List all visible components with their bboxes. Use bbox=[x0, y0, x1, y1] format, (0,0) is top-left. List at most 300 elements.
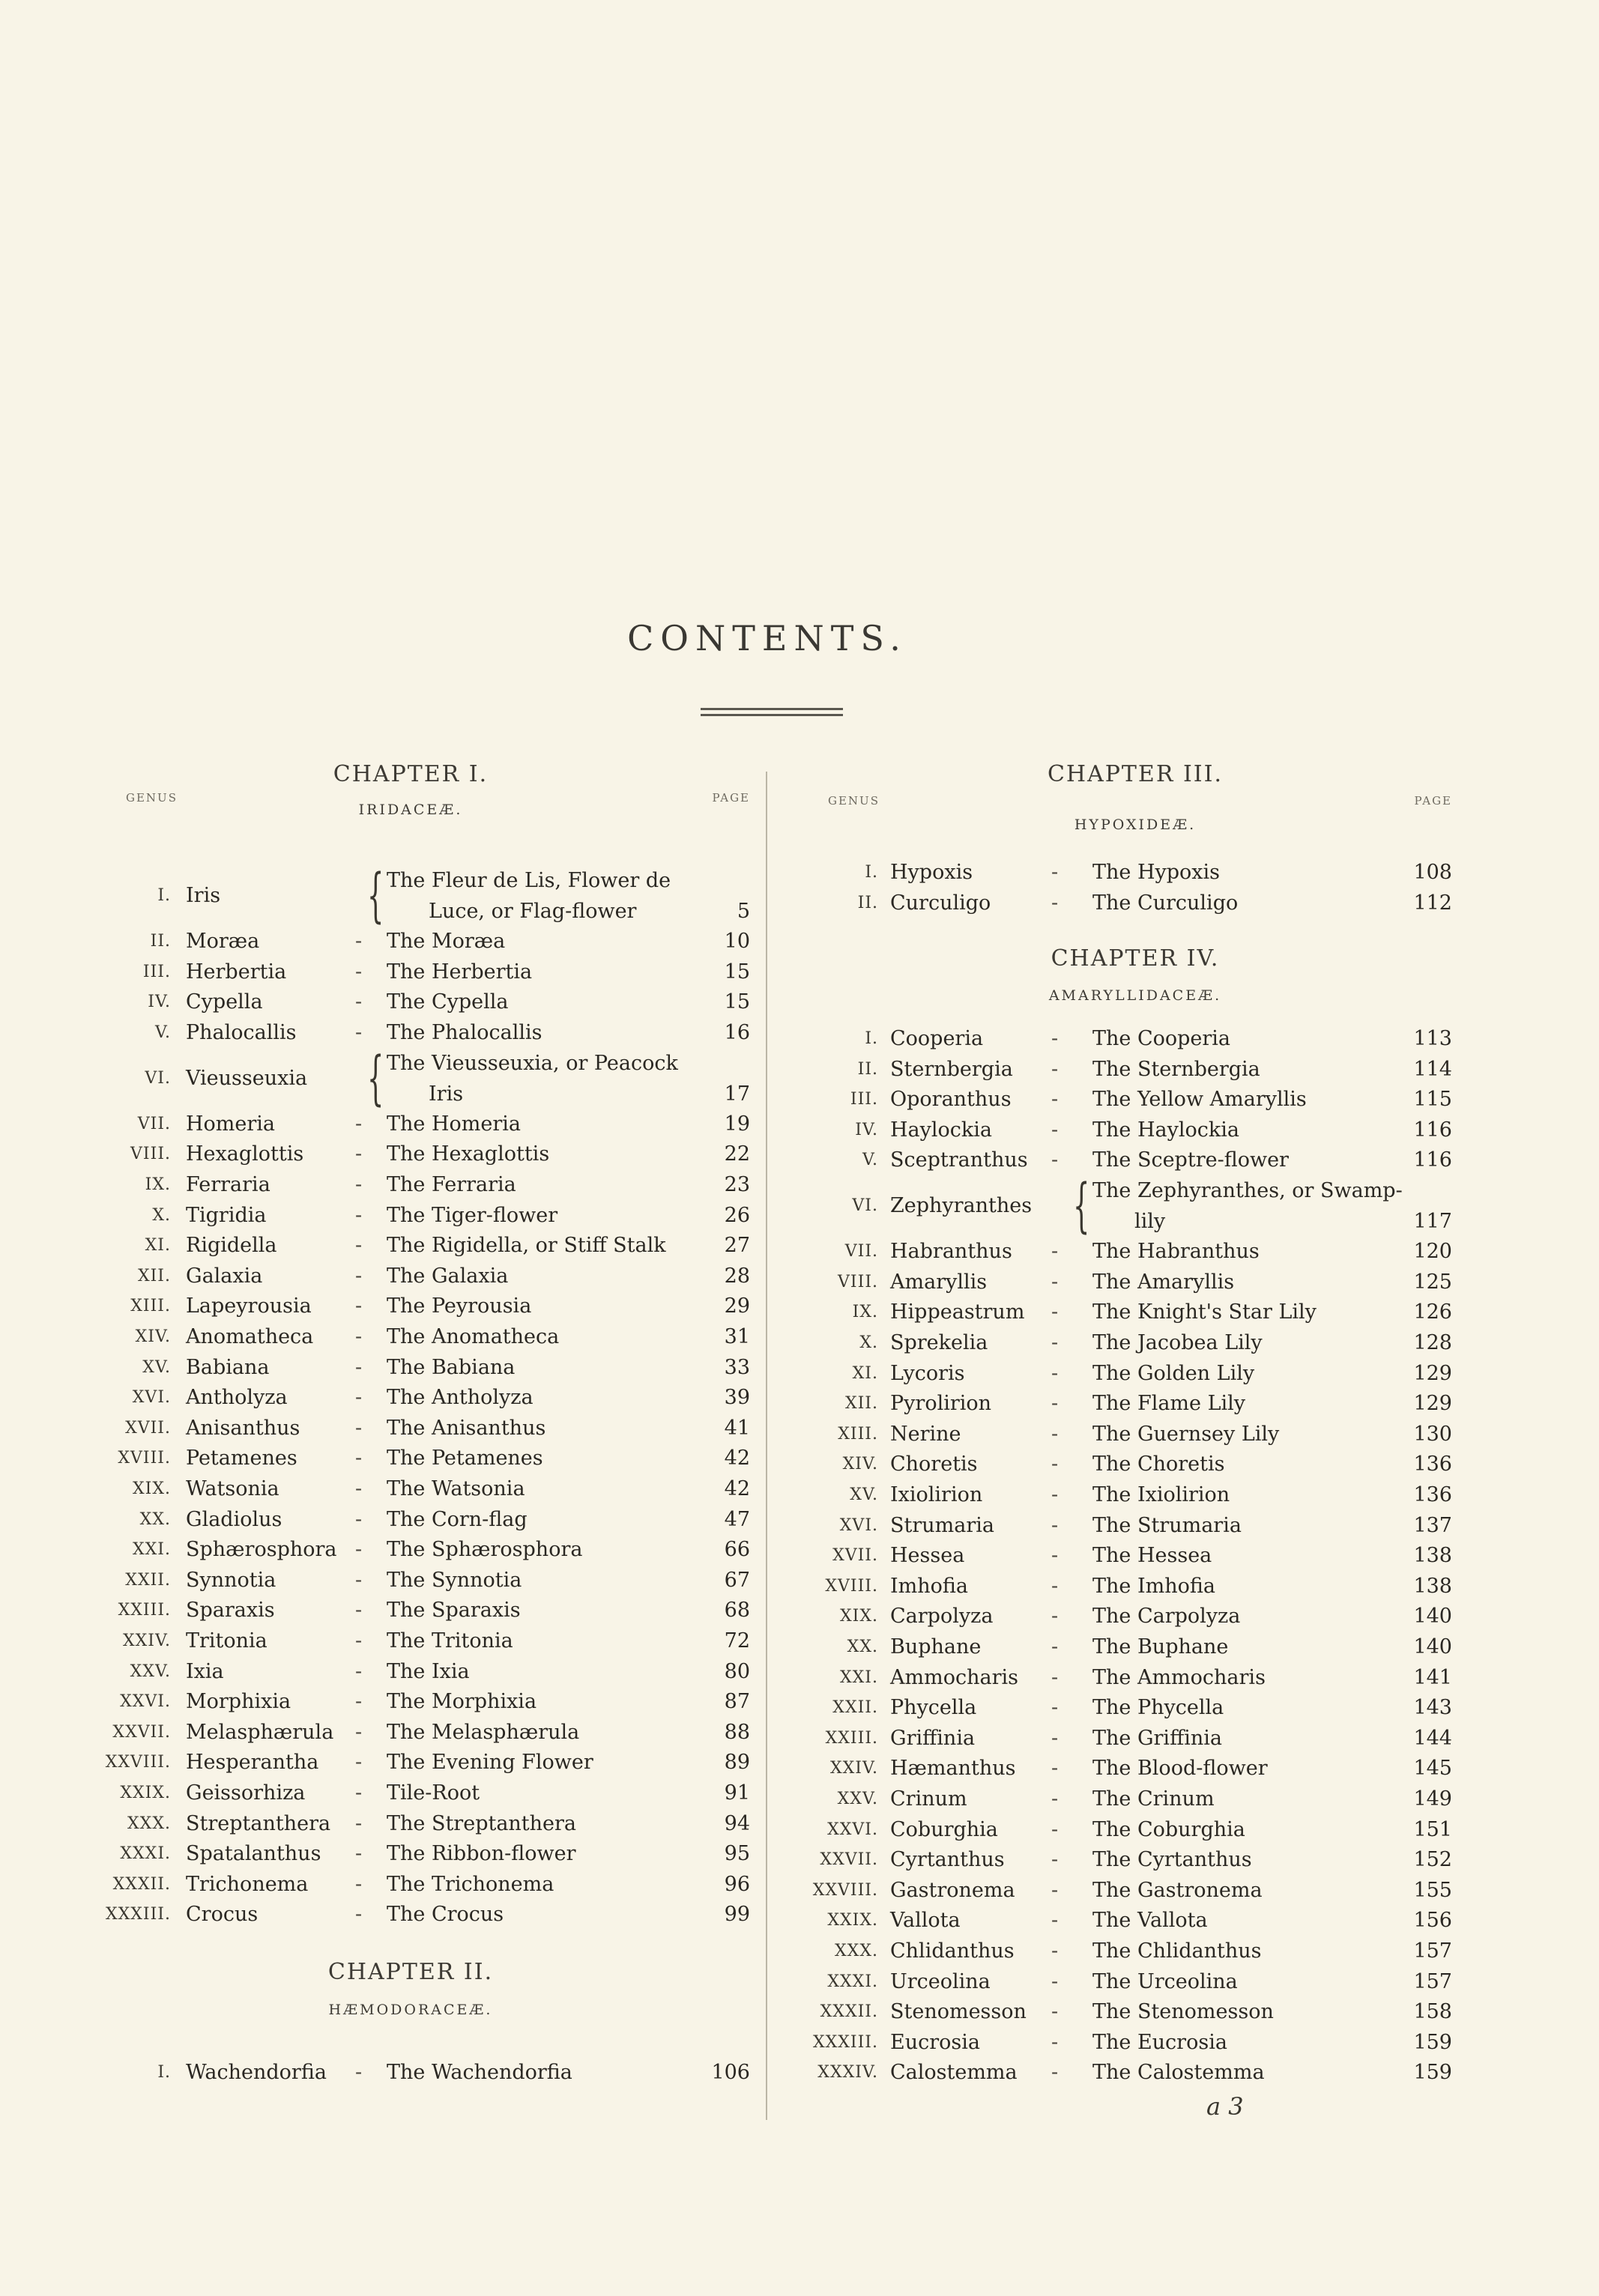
entry-page: 149 bbox=[1413, 1787, 1452, 1811]
leader-dash: - bbox=[1051, 1574, 1059, 1598]
toc-entry bbox=[0, 1389, 1599, 1419]
entry-genus: Moræa bbox=[186, 930, 260, 954]
toc-entry bbox=[0, 1693, 1599, 1723]
entry-numeral: XVIII. bbox=[118, 1449, 171, 1468]
entry-common-name: The Sparaxis bbox=[387, 1599, 521, 1623]
leader-dash: - bbox=[1051, 1300, 1059, 1324]
entry-common-name: The Synnotia bbox=[387, 1568, 522, 1592]
entry-numeral: XXXIII. bbox=[105, 1905, 171, 1924]
entry-numeral: XVI. bbox=[839, 1515, 878, 1535]
entry-numeral: XII. bbox=[137, 1266, 171, 1285]
toc-entry bbox=[0, 1602, 1599, 1632]
entry-genus: Chlidanthus bbox=[890, 1939, 1015, 1963]
entry-common-name: The Tritonia bbox=[387, 1629, 513, 1653]
entry-common-name: The Peyrousia bbox=[387, 1294, 532, 1318]
leader-dash: - bbox=[1051, 2030, 1059, 2054]
leader-dash: - bbox=[1051, 1665, 1059, 1689]
entry-numeral: XXIII. bbox=[118, 1601, 171, 1620]
entry-page: 68 bbox=[724, 1599, 750, 1623]
entry-numeral: III. bbox=[142, 962, 171, 981]
right-family-name: AMARYLLIDACEÆ. bbox=[1048, 987, 1222, 1004]
entry-page: 17 bbox=[724, 1082, 750, 1106]
toc-entry bbox=[0, 1420, 1599, 1450]
entry-common-name-cont: Luce, or Flag-flower bbox=[429, 900, 637, 923]
entry-genus: Hesperantha bbox=[186, 1751, 319, 1775]
entry-page: 27 bbox=[724, 1234, 750, 1258]
entry-common-name: The Hessea bbox=[1092, 1544, 1212, 1568]
toc-entry bbox=[0, 1784, 1599, 1814]
entry-common-name: The Strumaria bbox=[1092, 1513, 1242, 1537]
leader-dash: - bbox=[1051, 1088, 1059, 1112]
entry-genus: Anisanthus bbox=[186, 1416, 300, 1440]
entry-numeral: XX. bbox=[139, 1509, 171, 1529]
entry-page: 39 bbox=[724, 1386, 750, 1410]
entry-page: 31 bbox=[724, 1325, 750, 1348]
entry-common-name: The Habranthus bbox=[1092, 1240, 1260, 1264]
entry-genus: Calostemma bbox=[890, 2061, 1018, 2085]
entry-common-name: The Fleur de Lis, Flower de bbox=[387, 869, 671, 892]
leader-dash: - bbox=[1051, 1270, 1059, 1294]
toc-entry bbox=[0, 1480, 1599, 1510]
right-family-name: HYPOXIDEÆ. bbox=[1074, 817, 1197, 833]
entry-genus: Lapeyrousia bbox=[186, 1294, 312, 1318]
entry-common-name: The Hypoxis bbox=[1092, 861, 1221, 884]
entry-page: 47 bbox=[724, 1507, 750, 1531]
title-rule-bottom bbox=[701, 714, 843, 716]
entry-numeral: XXVI. bbox=[120, 1692, 171, 1712]
toc-entry bbox=[0, 2058, 1599, 2088]
entry-genus: Petamenes bbox=[186, 1447, 297, 1470]
leader-dash: - bbox=[355, 1355, 363, 1379]
entry-genus: Choretis bbox=[890, 1453, 978, 1476]
entry-common-name: The Herbertia bbox=[387, 960, 533, 984]
entry-genus: Anomatheca bbox=[186, 1325, 314, 1348]
entry-genus: Eucrosia bbox=[890, 2030, 980, 2054]
entry-common-name: The Urceolina bbox=[1092, 1969, 1238, 1993]
brace-glyph: { bbox=[367, 862, 384, 930]
entry-page: 116 bbox=[1413, 1148, 1452, 1172]
entry-numeral: VI. bbox=[145, 1068, 171, 1088]
entry-common-name: The Homeria bbox=[387, 1112, 521, 1136]
entry-page: 67 bbox=[724, 1568, 750, 1592]
entry-page: 151 bbox=[1413, 1817, 1452, 1841]
entry-numeral: XXVII. bbox=[112, 1722, 171, 1742]
entry-genus: Homeria bbox=[186, 1112, 276, 1136]
toc-entry bbox=[0, 1997, 1599, 2027]
entry-numeral: XVI. bbox=[132, 1388, 171, 1408]
entry-numeral: XXI. bbox=[132, 1540, 171, 1560]
entry-numeral: I. bbox=[157, 886, 171, 905]
entry-common-name: The Ribbon-flower bbox=[387, 1842, 576, 1866]
entry-page: 138 bbox=[1413, 1574, 1452, 1598]
leader-dash: - bbox=[355, 1842, 363, 1866]
leader-dash: - bbox=[1051, 1848, 1059, 1872]
entry-genus: Ferraria bbox=[186, 1173, 270, 1196]
entry-numeral: XX. bbox=[847, 1638, 878, 1656]
entry-genus: Crinum bbox=[890, 1787, 967, 1811]
entry-common-name: The Anomatheca bbox=[387, 1325, 560, 1348]
entry-common-name: The Babiana bbox=[387, 1355, 516, 1379]
entry-common-name: The Jacobea Lily bbox=[1092, 1331, 1263, 1354]
toc-entry bbox=[0, 1906, 1599, 1936]
entry-genus: Habranthus bbox=[890, 1240, 1012, 1264]
toc-entry bbox=[0, 1724, 1599, 1754]
toc-entry bbox=[0, 1055, 1599, 1085]
toc-entry bbox=[0, 1267, 1599, 1297]
entry-page: 157 bbox=[1413, 1969, 1452, 1993]
toc-entry bbox=[0, 1754, 1599, 1784]
entry-common-name: The Petamenes bbox=[387, 1447, 543, 1470]
toc-entry bbox=[0, 1359, 1599, 1389]
entry-common-name: The Cypella bbox=[387, 990, 509, 1014]
leader-dash: - bbox=[1051, 1787, 1059, 1811]
entry-common-name: The Antholyza bbox=[387, 1386, 533, 1410]
leader-dash: - bbox=[355, 930, 363, 954]
entry-numeral: XXIX. bbox=[120, 1784, 171, 1802]
entry-genus: Sphærosphora bbox=[186, 1538, 337, 1562]
entry-page: 42 bbox=[724, 1447, 750, 1470]
entry-genus: Hexaglottis bbox=[186, 1142, 304, 1166]
entry-common-name: The Streptanthera bbox=[387, 1811, 577, 1835]
toc-entry bbox=[0, 1663, 1599, 1693]
leader-dash: - bbox=[1051, 1878, 1059, 1902]
entry-genus: Gladiolus bbox=[186, 1507, 282, 1531]
entry-numeral: XXXI. bbox=[827, 1972, 878, 1991]
entry-common-name: The Melasphærula bbox=[387, 1720, 580, 1744]
entry-common-name: The Ammocharis bbox=[1092, 1665, 1266, 1689]
entry-common-name: The Vallota bbox=[1092, 1909, 1208, 1933]
entry-numeral: XI. bbox=[852, 1363, 878, 1383]
leader-dash: - bbox=[355, 1781, 363, 1805]
entry-page: 159 bbox=[1413, 2030, 1452, 2054]
leader-dash: - bbox=[355, 2061, 363, 2084]
leader-dash: - bbox=[1051, 1605, 1059, 1629]
entry-page: 23 bbox=[724, 1173, 750, 1196]
entry-genus: Herbertia bbox=[186, 960, 287, 984]
entry-numeral: II. bbox=[150, 932, 171, 951]
entry-page: 114 bbox=[1413, 1057, 1452, 1081]
entry-page: 113 bbox=[1413, 1027, 1452, 1050]
entry-genus: Ixiolirion bbox=[890, 1483, 983, 1506]
leader-dash: - bbox=[355, 1416, 363, 1440]
entry-genus: Sprekelia bbox=[890, 1331, 988, 1354]
entry-page: 16 bbox=[724, 1021, 750, 1044]
entry-page: 116 bbox=[1413, 1118, 1452, 1142]
toc-entry bbox=[0, 1297, 1599, 1327]
entry-common-name: The Coburghia bbox=[1092, 1817, 1245, 1841]
entry-common-name: The Blood-flower bbox=[1092, 1757, 1268, 1781]
entry-common-name: The Gastronema bbox=[1092, 1878, 1263, 1902]
entry-genus: Vallota bbox=[890, 1909, 961, 1933]
entry-numeral: XXVII. bbox=[820, 1850, 878, 1870]
entry-common-name: The Yellow Amaryllis bbox=[1092, 1088, 1307, 1112]
entry-numeral: XIII. bbox=[130, 1297, 171, 1316]
leader-dash: - bbox=[1051, 1757, 1059, 1781]
brace-glyph: { bbox=[367, 1044, 384, 1112]
leader-dash: - bbox=[355, 1599, 363, 1623]
entry-numeral: XIV. bbox=[842, 1455, 878, 1474]
entry-page: 157 bbox=[1413, 1939, 1452, 1963]
leader-dash: - bbox=[1051, 891, 1059, 915]
entry-page: 129 bbox=[1413, 1392, 1452, 1416]
entry-genus: Spatalanthus bbox=[186, 1842, 321, 1866]
toc-entry bbox=[0, 1541, 1599, 1571]
entry-genus: Vieusseuxia bbox=[186, 1066, 308, 1090]
entry-common-name: The Flame Lily bbox=[1092, 1392, 1246, 1416]
entry-numeral: XXI. bbox=[839, 1668, 878, 1687]
leader-dash: - bbox=[355, 1872, 363, 1896]
entry-genus: Urceolina bbox=[890, 1969, 991, 1993]
entry-genus: Antholyza bbox=[186, 1386, 288, 1410]
entry-genus: Crocus bbox=[186, 1903, 259, 1927]
leader-dash: - bbox=[1051, 861, 1059, 884]
left-genus-label: GENUS bbox=[126, 791, 178, 805]
entry-page: 159 bbox=[1413, 2061, 1452, 2085]
entry-page: 88 bbox=[724, 1720, 750, 1744]
leader-dash: - bbox=[1051, 1909, 1059, 1933]
entry-numeral: XXXII. bbox=[820, 2002, 878, 2022]
entry-genus: Curculigo bbox=[890, 891, 991, 915]
leader-dash: - bbox=[355, 1629, 363, 1653]
entry-common-name: The Imhofia bbox=[1092, 1574, 1215, 1598]
entry-genus: Hypoxis bbox=[890, 861, 973, 884]
entry-genus: Streptanthera bbox=[186, 1811, 331, 1835]
entry-page: 29 bbox=[724, 1294, 750, 1318]
toc-entry bbox=[0, 1815, 1599, 1845]
entry-common-name: The Choretis bbox=[1092, 1453, 1225, 1476]
leader-dash: - bbox=[355, 1112, 363, 1136]
entry-page: 19 bbox=[724, 1112, 750, 1136]
entry-common-name: The Wachendorfia bbox=[387, 2061, 572, 2084]
entry-common-name-cont: lily bbox=[1134, 1210, 1166, 1233]
entry-page: 80 bbox=[724, 1659, 750, 1683]
entry-genus: Coburghia bbox=[890, 1817, 998, 1841]
entry-genus: Phalocallis bbox=[186, 1021, 297, 1044]
leader-dash: - bbox=[355, 1264, 363, 1288]
entry-page: 96 bbox=[724, 1872, 750, 1896]
entry-common-name: The Knight's Star Lily bbox=[1092, 1300, 1317, 1324]
toc-entry bbox=[0, 1085, 1599, 1115]
entry-numeral: I. bbox=[865, 863, 878, 882]
entry-genus: Melasphærula bbox=[186, 1720, 334, 1744]
entry-common-name: Tile-Root bbox=[387, 1781, 480, 1805]
entry-genus: Haylockia bbox=[890, 1118, 993, 1142]
entry-common-name: The Sphærosphora bbox=[387, 1538, 583, 1562]
entry-common-name: The Anisanthus bbox=[387, 1416, 546, 1440]
entry-common-name: The Zephyranthes, or Swamp- bbox=[1092, 1179, 1403, 1202]
entry-numeral: XXIX. bbox=[827, 1911, 878, 1930]
entry-numeral: XXVI. bbox=[827, 1820, 878, 1839]
entry-common-name: The Tiger-flower bbox=[387, 1203, 558, 1227]
entry-page: 145 bbox=[1413, 1757, 1452, 1781]
entry-common-name: The Crinum bbox=[1092, 1787, 1215, 1811]
entry-genus: Zephyranthes bbox=[890, 1194, 1033, 1217]
entry-numeral: XXVIII. bbox=[105, 1753, 171, 1772]
entry-page: 128 bbox=[1413, 1331, 1452, 1354]
entry-numeral: X. bbox=[152, 1205, 171, 1225]
entry-common-name: The Guernsey Lily bbox=[1092, 1422, 1280, 1446]
entry-common-name: The Sternbergia bbox=[1092, 1057, 1260, 1081]
entry-numeral: XVII. bbox=[125, 1418, 171, 1438]
leader-dash: - bbox=[355, 1751, 363, 1775]
entry-page: 129 bbox=[1413, 1361, 1452, 1385]
entry-numeral: V. bbox=[154, 1023, 171, 1042]
entry-numeral: XXII. bbox=[832, 1698, 878, 1718]
entry-numeral: XXX. bbox=[835, 1942, 878, 1960]
entry-numeral: XIII. bbox=[838, 1424, 878, 1444]
entry-numeral: I. bbox=[157, 2063, 171, 2082]
toc-entry bbox=[0, 1967, 1599, 1997]
entry-genus: Wachendorfia bbox=[186, 2061, 327, 2084]
entry-page: 89 bbox=[724, 1751, 750, 1775]
leader-dash: - bbox=[1051, 1726, 1059, 1750]
entry-common-name: The Curculigo bbox=[1092, 891, 1239, 915]
entry-numeral: XV. bbox=[850, 1485, 878, 1504]
entry-page: 87 bbox=[724, 1690, 750, 1714]
entry-genus: Sparaxis bbox=[186, 1599, 275, 1623]
entry-genus: Pyrolirion bbox=[890, 1392, 992, 1416]
entry-page: 156 bbox=[1413, 1909, 1452, 1933]
toc-entry bbox=[0, 1450, 1599, 1479]
entry-common-name: The Phycella bbox=[1092, 1696, 1224, 1720]
entry-numeral: XI. bbox=[145, 1236, 171, 1255]
title-rule-top bbox=[701, 708, 843, 710]
leader-dash: - bbox=[355, 1234, 363, 1258]
entry-genus: Stenomesson bbox=[890, 2000, 1027, 2024]
entry-common-name: The Crocus bbox=[387, 1903, 504, 1927]
entry-common-name: The Watsonia bbox=[387, 1477, 525, 1500]
entry-common-name: The Ixiolirion bbox=[1092, 1483, 1230, 1506]
entry-common-name: The Evening Flower bbox=[387, 1751, 593, 1775]
leader-dash: - bbox=[355, 1325, 363, 1348]
leader-dash: - bbox=[355, 1538, 363, 1562]
toc-entry bbox=[0, 1237, 1599, 1267]
leader-dash: - bbox=[1051, 1331, 1059, 1354]
entry-numeral: VII. bbox=[137, 1114, 171, 1133]
entry-common-name: The Sceptre-flower bbox=[1092, 1148, 1289, 1172]
entry-common-name: The Amaryllis bbox=[1092, 1270, 1235, 1294]
entry-genus: Phycella bbox=[890, 1696, 977, 1720]
entry-page: 126 bbox=[1413, 1300, 1452, 1324]
toc-entry bbox=[0, 1145, 1599, 1175]
leader-dash: - bbox=[1051, 1148, 1059, 1172]
leader-dash: - bbox=[1051, 2000, 1059, 2024]
entry-page: 130 bbox=[1413, 1422, 1452, 1446]
entry-page: 136 bbox=[1413, 1483, 1452, 1506]
toc-entry bbox=[0, 858, 1599, 888]
entry-page: 5 bbox=[737, 900, 750, 923]
signature-mark: a 3 bbox=[1206, 2092, 1244, 2121]
left-family-name: IRIDACEÆ. bbox=[358, 802, 463, 818]
entry-page: 94 bbox=[724, 1811, 750, 1835]
entry-page: 144 bbox=[1413, 1726, 1452, 1750]
entry-common-name: The Golden Lily bbox=[1092, 1361, 1255, 1385]
entry-numeral: XXXI. bbox=[120, 1844, 171, 1864]
entry-page: 136 bbox=[1413, 1453, 1452, 1476]
entry-common-name: The Carpolyza bbox=[1092, 1605, 1241, 1629]
toc-entry bbox=[0, 1328, 1599, 1358]
entry-common-name: The Hexaglottis bbox=[387, 1142, 550, 1166]
entry-genus: Watsonia bbox=[186, 1477, 279, 1500]
entry-genus: Lycoris bbox=[890, 1361, 965, 1385]
entry-numeral: XIV. bbox=[135, 1327, 171, 1346]
leader-dash: - bbox=[1051, 1696, 1059, 1720]
right-chapter-heading: CHAPTER III. bbox=[1047, 761, 1224, 787]
entry-numeral: II. bbox=[857, 1059, 878, 1079]
entry-genus: Hippeastrum bbox=[890, 1300, 1025, 1324]
leader-dash: - bbox=[1051, 1453, 1059, 1476]
entry-common-name: The Griffinia bbox=[1092, 1726, 1223, 1750]
left-family-name: HÆMODORACEÆ. bbox=[328, 2002, 493, 2018]
entry-page: 33 bbox=[724, 1355, 750, 1379]
entry-page: 125 bbox=[1413, 1270, 1452, 1294]
leader-dash: - bbox=[355, 1659, 363, 1683]
entry-common-name: The Trichonema bbox=[387, 1872, 554, 1896]
leader-dash: - bbox=[355, 1477, 363, 1500]
toc-entry bbox=[0, 2028, 1599, 2058]
entry-page: 91 bbox=[724, 1781, 750, 1805]
entry-common-name: The Chlidanthus bbox=[1092, 1939, 1262, 1963]
entry-genus: Imhofia bbox=[890, 1574, 969, 1598]
entry-genus: Morphixia bbox=[186, 1690, 291, 1714]
entry-page: 155 bbox=[1413, 1878, 1452, 1902]
leader-dash: - bbox=[355, 1720, 363, 1744]
entry-common-name: The Cooperia bbox=[1092, 1027, 1231, 1050]
entry-numeral: XXXIV. bbox=[817, 2063, 878, 2083]
entry-page: 28 bbox=[724, 1264, 750, 1288]
entry-genus: Tritonia bbox=[186, 1629, 267, 1653]
entry-page: 66 bbox=[724, 1538, 750, 1562]
entry-page: 22 bbox=[724, 1142, 750, 1166]
entry-page: 143 bbox=[1413, 1696, 1452, 1720]
entry-genus: Sternbergia bbox=[890, 1057, 1013, 1081]
leader-dash: - bbox=[1051, 1392, 1059, 1416]
entry-numeral: XXVIII. bbox=[812, 1880, 878, 1900]
entry-page: 140 bbox=[1413, 1635, 1452, 1659]
toc-entry bbox=[0, 1024, 1599, 1054]
leader-dash: - bbox=[1051, 1969, 1059, 1993]
entry-common-name: The Calostemma bbox=[1092, 2061, 1265, 2085]
left-chapter-heading: CHAPTER II. bbox=[327, 1959, 494, 1985]
entry-genus: Cypella bbox=[186, 990, 263, 1014]
entry-page: 158 bbox=[1413, 2000, 1452, 2024]
entry-page: 95 bbox=[724, 1842, 750, 1866]
entry-genus: Iris bbox=[186, 884, 221, 907]
leader-dash: - bbox=[1051, 1817, 1059, 1841]
leader-dash: - bbox=[355, 1294, 363, 1318]
entry-numeral: XXXIII. bbox=[812, 2032, 878, 2052]
leader-dash: - bbox=[1051, 1544, 1059, 1568]
entry-numeral: XXIV. bbox=[829, 1759, 878, 1778]
entry-genus: Griffinia bbox=[890, 1726, 976, 1750]
entry-numeral: IX. bbox=[852, 1303, 878, 1322]
entry-numeral: XXIV. bbox=[122, 1632, 171, 1650]
entry-page: 108 bbox=[1413, 861, 1452, 884]
entry-common-name: The Eucrosia bbox=[1092, 2030, 1227, 2054]
leader-dash: - bbox=[355, 960, 363, 984]
entry-numeral: IV. bbox=[855, 1120, 878, 1139]
entry-numeral: III. bbox=[850, 1090, 878, 1109]
leader-dash: - bbox=[1051, 1361, 1059, 1385]
leader-dash: - bbox=[1051, 1635, 1059, 1659]
entry-page: 140 bbox=[1413, 1605, 1452, 1629]
entry-common-name: The Morphixia bbox=[387, 1690, 537, 1714]
entry-genus: Strumaria bbox=[890, 1513, 994, 1537]
entry-common-name: The Stenomesson bbox=[1092, 2000, 1274, 2024]
entry-genus: Babiana bbox=[186, 1355, 270, 1379]
entry-numeral: VI. bbox=[852, 1196, 878, 1215]
brace-glyph: { bbox=[1073, 1172, 1090, 1240]
